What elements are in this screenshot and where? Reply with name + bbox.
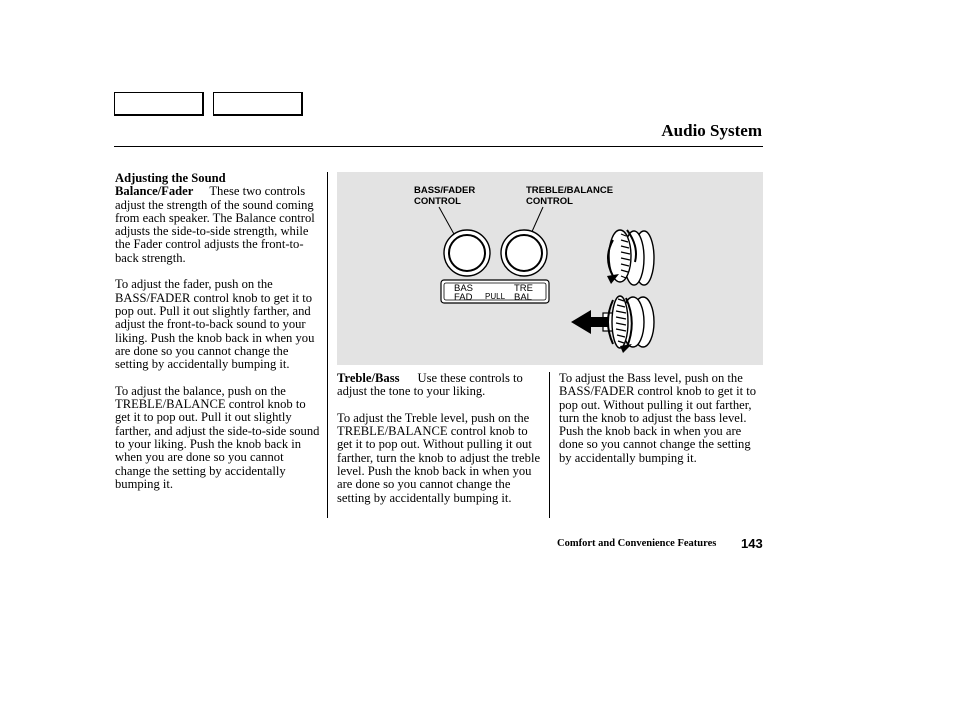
balance-paragraph: To adjust the balance, push on the TREBLE/BALANCE control knob to get it to pop out. Pull it out slightly farther, and adjust the side-to-side sound to your liking. Push the knob back in when you are done so you cannot change the setting by accidentally bumping it. (115, 383, 320, 491)
section-heading: Adjusting the Sound (115, 171, 226, 185)
bass-fader-knob-icon (444, 230, 490, 276)
header-rule (114, 146, 763, 147)
column-divider-1 (327, 172, 328, 518)
page-title: Audio System (661, 121, 762, 140)
knob-pull-icon (571, 296, 654, 353)
section-subheading: Balance/Fader (115, 184, 194, 199)
control-knobs-illustration (337, 172, 763, 365)
page-number: 143 (741, 536, 763, 551)
panel-text-pull: PULL (485, 292, 506, 301)
balance-intro-text: These two controls adjust the strength of the sound coming from each speaker. The Balance control adjusts the side-to-side strength, while the Fader control adjusts the front-to-back strength. (115, 184, 315, 265)
nav-button-2[interactable] (213, 92, 303, 116)
panel-text-tre: TRE (514, 283, 533, 294)
treble-bass-section (337, 372, 542, 518)
nav-button-1[interactable] (114, 92, 204, 116)
panel-text-bal: BAL (514, 292, 532, 303)
bass-fader-label: BASS/FADER CONTROL (414, 185, 476, 207)
treble-balance-label: TREBLE/BALANCE CONTROL (526, 185, 614, 207)
knob-rotate-icon (607, 230, 654, 285)
column-divider-2 (549, 372, 550, 518)
treble-bass-intro-text: Use these controls to adjust the tone to your liking. (337, 371, 523, 399)
bass-section (559, 372, 764, 478)
treble-paragraph: To adjust the Treble level, push on the TREBLE/BALANCE control knob to get it to pop out. Without pulling it out farther, turn the knob to adjust the treble level. Push the knob back in when you are done so you cannot change the setting by accidentally bumping it. (337, 410, 541, 505)
panel-text-fad: FAD (454, 292, 473, 303)
balance-fader-section (115, 172, 321, 504)
treble-balance-knob-icon (501, 230, 547, 276)
fader-paragraph: To adjust the fader, push on the BASS/FADER control knob to get it to pop out. Pull it out slightly farther, and adjust the front-to-back sound to your liking. Push the knob back in when you are done so you cannot change the setting by accidentally bumping it. (115, 277, 315, 372)
bass-paragraph: To adjust the Bass level, push on the BASS/FADER control knob to get it to pop out. Without pulling it out farther, turn the knob to adjust the bass level. Push the knob back in when you are done so you cannot change the setting by accidentally bumping it. (559, 371, 757, 465)
footer-section-title: Comfort and Convenience Features (557, 538, 717, 549)
treble-bass-heading: Treble/Bass (337, 371, 400, 385)
audio-controls-figure (337, 172, 763, 365)
panel-text-bas: BAS (454, 283, 474, 294)
